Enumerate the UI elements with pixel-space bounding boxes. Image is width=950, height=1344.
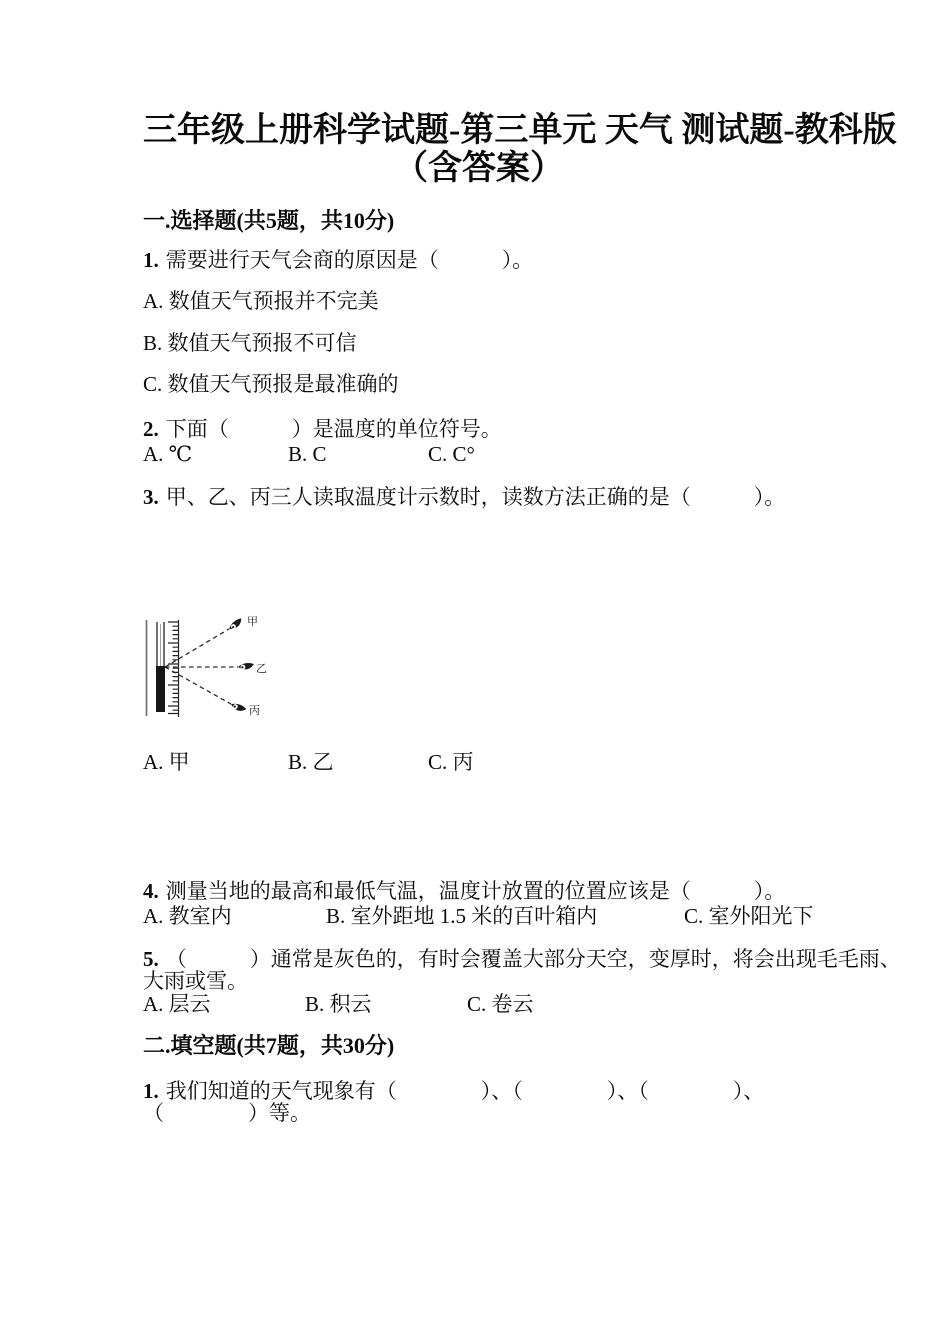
question-2-options xyxy=(143,442,815,467)
title-line-2: （含答案） xyxy=(394,150,564,187)
question-5-option-a: A. 层云 xyxy=(143,992,211,1016)
question-3 xyxy=(143,485,815,510)
question-4-option-c: C. 室外阳光下 xyxy=(684,904,814,928)
thermometer-tube xyxy=(156,622,165,712)
question-5-text-line-2: 大雨或雪。 xyxy=(143,969,248,993)
fill-question-1-text-line-2: （ ）等。 xyxy=(143,1101,311,1125)
question-4-option-a: A. 教室内 xyxy=(143,904,232,928)
eye-icon-yi xyxy=(238,663,254,669)
question-3-option-b: B. 乙 xyxy=(288,750,334,774)
sight-lines xyxy=(165,629,238,704)
question-2-option-b: B. C xyxy=(288,442,327,466)
fill-question-1-text-line-1: 我们知道的天气现象有（ ）、（ ）、（ ）、 xyxy=(165,1079,765,1103)
question-5 xyxy=(143,947,901,993)
thermometer-scale xyxy=(168,620,179,717)
question-5-number: 5. xyxy=(143,947,159,971)
title-line-1: 三年级上册科学试题-第三单元 天气 测试题-教科版 xyxy=(143,112,897,149)
question-2 xyxy=(143,417,815,442)
question-3-text: 甲、乙、丙三人读取温度计示数时，读数方法正确的是（ ）。 xyxy=(165,485,786,509)
question-1-text: 需要进行天气会商的原因是（ ）。 xyxy=(165,248,534,272)
page-title xyxy=(143,112,897,188)
question-5-options xyxy=(143,992,815,1017)
question-5-option-b: B. 积云 xyxy=(305,992,372,1016)
question-3-options xyxy=(143,750,815,775)
question-4-option-b: B. 室外距地 1.5 米的百叶箱内 xyxy=(326,904,598,928)
question-3-number: 3. xyxy=(143,485,159,509)
question-1-option-c: C. 数值天气预报是最准确的 xyxy=(143,372,399,396)
question-4-number: 4. xyxy=(143,879,159,903)
question-2-number: 2. xyxy=(143,417,159,441)
question-1-number: 1. xyxy=(143,248,159,272)
figure-label-yi: 乙 xyxy=(256,663,267,675)
fill-question-1 xyxy=(143,1080,815,1124)
question-5-option-c: C. 卷云 xyxy=(467,992,534,1016)
question-5-text-line-1: （ ）通常是灰色的，有时会覆盖大部分天空，变厚时，将会出现毛毛雨、 xyxy=(165,947,901,971)
question-3-option-a: A. 甲 xyxy=(143,750,190,774)
question-1 xyxy=(143,248,815,273)
question-3-option-c: C. 丙 xyxy=(428,750,474,774)
fill-question-1-number: 1. xyxy=(143,1079,159,1103)
document-content xyxy=(143,112,901,1125)
mercury-column xyxy=(156,666,165,712)
question-2-text: 下面（ ）是温度的单位符号。 xyxy=(165,417,502,441)
question-4-options xyxy=(143,904,815,929)
section-heading-choice: 一.选择题(共5题，共10分) xyxy=(143,208,395,233)
question-2-option-a: A. ℃ xyxy=(143,442,193,466)
question-1-option-a: A. 数值天气预报并不完美 xyxy=(143,289,379,313)
eye-icon-bing xyxy=(230,701,247,714)
section-heading-fill: 二.填空题(共7题，共30分) xyxy=(143,1033,395,1058)
question-4 xyxy=(143,879,815,904)
eye-icon-jia xyxy=(227,617,244,631)
fill-question-1-line-1 xyxy=(143,1080,815,1102)
question-4-text: 测量当地的最高和最低气温，温度计放置的位置应该是（ ）。 xyxy=(165,879,786,903)
figure-label-jia: 甲 xyxy=(247,616,258,628)
question-2-option-c: C. C° xyxy=(428,442,475,466)
figure-label-bing: 丙 xyxy=(249,705,260,717)
thermometer-reading-figure xyxy=(143,600,293,750)
question-1-option-b: B. 数值天气预报不可信 xyxy=(143,331,357,355)
question-5-line-1 xyxy=(143,947,901,971)
